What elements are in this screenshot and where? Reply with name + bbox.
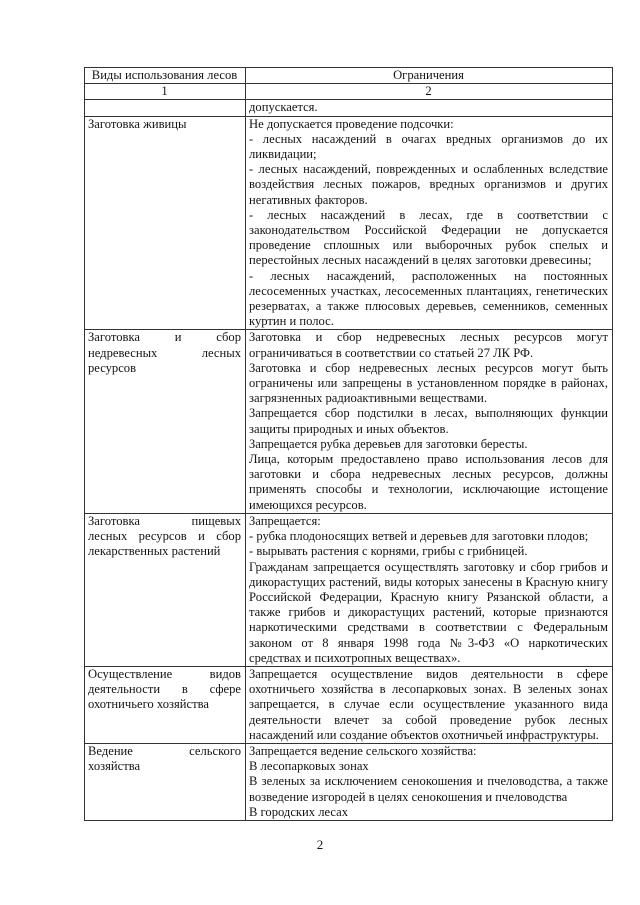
restriction-text: - лесных насаждений, поврежденных и ослабленных вследствие воздействия лесных пожаров, вредных организмов и других негативных факторов. xyxy=(249,162,608,207)
forest-use-cell xyxy=(85,513,246,666)
restriction-text: Не допускается проведение подсочки: xyxy=(249,116,454,131)
restriction-text: Запрещается: xyxy=(249,513,321,528)
forest-use-cell xyxy=(85,743,246,820)
table-row xyxy=(85,116,613,330)
table-row xyxy=(85,100,613,116)
restriction-text: В лесопарковых зонах xyxy=(249,759,369,774)
restriction-text: В зеленых за исключением сенокошения и пчеловодства, а также возведение изгородей в целях сенокошения и пчеловодства xyxy=(249,774,608,804)
forest-use-cell xyxy=(85,666,246,743)
restriction-cell xyxy=(246,116,613,330)
column-number-row xyxy=(85,84,613,100)
table-header-row xyxy=(85,68,613,84)
forest-use-text: недревесных лесных xyxy=(88,345,241,360)
forest-use-text: лекарственных растений xyxy=(88,544,221,559)
column-number-2: 2 xyxy=(246,84,613,100)
forest-use-text: лесных ресурсов и сбор xyxy=(88,529,241,544)
forest-use-cell xyxy=(85,100,246,116)
forest-use-text: Заготовка живицы xyxy=(88,116,187,131)
restriction-cell xyxy=(246,743,613,820)
restriction-text: Заготовка и сбор недревесных лесных ресурсов могут быть ограничены или запрещены в установленном порядке в районах, загрязненных радиоактивными веществами. xyxy=(249,360,608,406)
restriction-cell xyxy=(246,513,613,666)
forest-use-text: Заготовка и сбор xyxy=(88,330,241,345)
restriction-cell xyxy=(246,666,613,743)
forest-use-cell xyxy=(85,116,246,330)
forest-use-text: деятельности в сфере xyxy=(88,682,241,697)
table-row xyxy=(85,666,613,743)
header-forest-use: Виды использования лесов xyxy=(85,68,246,84)
forest-use-cell xyxy=(85,330,246,513)
restriction-text: Запрещается осуществление видов деятельности в сфере охотничьего хозяйства в лесопарковых зонах. В зеленых зонах запрещается, в случае если осуществление указанного вида деятельности влечет за собой проведение рубок лесных насаждений или создание объектов охотничьей инфраструктуры. xyxy=(249,666,608,742)
forest-use-text: хозяйства xyxy=(88,759,141,774)
restriction-text: - лесных насаждений в лесах, где в соответствии с законодательством Российской Федерации не допускается проведение сплошных или выборочных рубок спелых и перестойных лесных насаждений в целях заготовки древесины; xyxy=(249,207,608,268)
restriction-cell xyxy=(246,330,613,513)
table-row xyxy=(85,513,613,666)
restriction-text: Заготовка и сбор недревесных лесных ресурсов могут ограничиваться в соответствии со статьей 27 ЛК РФ. xyxy=(249,330,608,360)
restriction-text: Запрещается ведение сельского хозяйства: xyxy=(249,743,477,758)
table-row xyxy=(85,743,613,820)
restriction-text: - лесных насаждений, расположенных на постоянных лесосеменных участках, лесосеменных плантациях, генетических резерватах, а также плюсовых деревьев, семенников, семенных куртин и полос. xyxy=(249,268,608,329)
table-row xyxy=(85,330,613,513)
forest-use-text: Заготовка пищевых xyxy=(88,513,241,528)
restriction-text: - лесных насаждений в очагах вредных организмов до их ликвидации; xyxy=(249,131,608,162)
forest-use-text: ресурсов xyxy=(88,360,137,375)
restriction-text: - рубка плодоносящих ветвей и деревьев для заготовки плодов; xyxy=(249,529,589,544)
column-number-1: 1 xyxy=(85,84,246,100)
restrictions-table xyxy=(84,67,613,821)
header-restrictions: Ограничения xyxy=(246,68,613,84)
forest-use-text: Осуществление видов xyxy=(88,666,241,681)
restriction-text: Гражданам запрещается осуществлять заготовку и сбор грибов и дикорастущих растений, виды которых занесены в Красную книгу Российской Федерации, Красную книгу Рязанской области, а также грибов и дикорастущих растений, которые признаются наркотическими средствами в соответствии с Федеральным законом от 8 января 1998 года №3-ФЗ «О наркотических средствах и психотропных веществах». xyxy=(249,559,608,665)
forest-use-text: Ведение сельского xyxy=(88,743,241,758)
restriction-text: - вырывать растения с корнями, грибы с грибницей. xyxy=(249,544,528,559)
restriction-text: Запрещается рубка деревьев для заготовки бересты. xyxy=(249,436,528,451)
forest-use-text: охотничьего хозяйства xyxy=(88,697,209,712)
restriction-text: допускается. xyxy=(249,100,318,115)
restriction-text: В городских лесах xyxy=(249,804,349,819)
restriction-text: Запрещается сбор подстилки в лесах, выполняющих функции защиты природных и иных объектов. xyxy=(249,406,608,436)
restriction-text: Лица, которым предоставлено право использования лесов для заготовки и сбора недревесных лесных ресурсов, должны применять способы и технологии, исключающие истощение имеющихся ресурсов. xyxy=(249,452,608,512)
page-number: 2 xyxy=(316,837,324,852)
restriction-cell xyxy=(246,100,613,116)
